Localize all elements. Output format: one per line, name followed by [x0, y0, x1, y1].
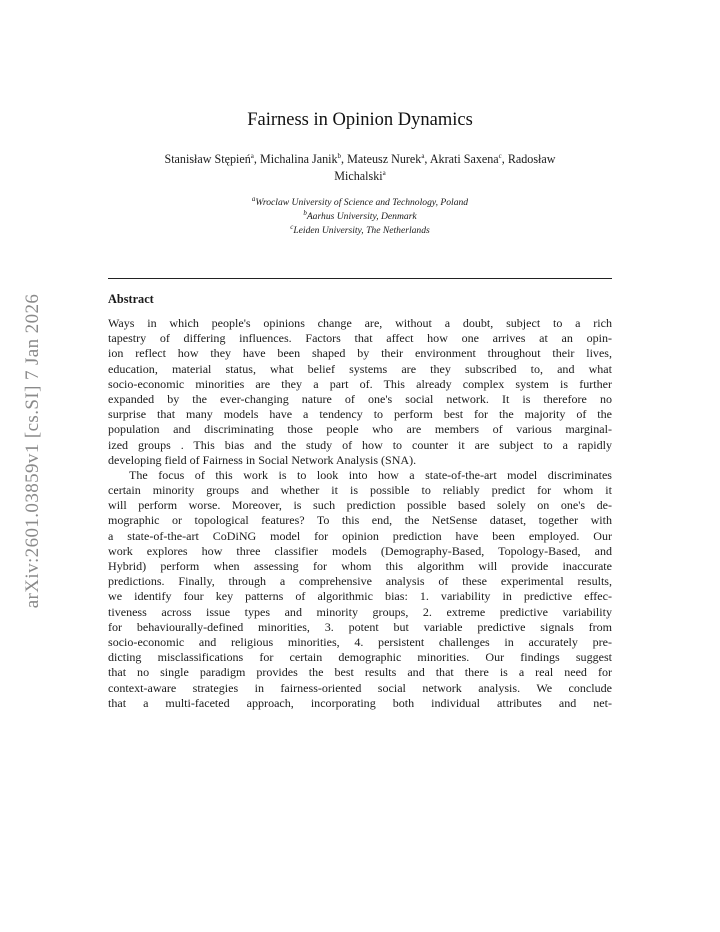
author-line-2 [108, 168, 612, 185]
affiliation: $^c$Leiden University, The Netherlands [290, 222, 430, 236]
text-line: ion reflect how they have been shaped by their environment throughout their lives, [108, 346, 612, 361]
affiliation-list [108, 196, 612, 238]
author-name: Michalski [334, 169, 383, 183]
text-line: work explores how three classifier models (Demography-Based, Topology-Based, and [108, 543, 612, 558]
text-line: will perform worse. Moreover, is such prediction possible based solely on one's de- [108, 498, 612, 513]
author-name: Mateusz Nurek [347, 152, 422, 166]
arxiv-identifier-stamp: arXiv:2601.03859v1 [cs.SI] 7 Jan 2026 [22, 293, 43, 609]
author-affil-marker: b [337, 151, 342, 160]
text-line: expanded by the ever-changing nature of one's social network. It is therefore no [108, 391, 612, 406]
text-line: ized groups . This bias and the study of how to counter it are subject to a rapidly [108, 437, 612, 452]
text-line: that no single paradigm provides the best results and that there is a real need for [108, 665, 612, 680]
text-line: developing field of Fairness in Social Network Analysis (SNA). [108, 452, 417, 467]
text-line: that a multi-faceted approach, incorporating both individual attributes and net- [108, 695, 612, 710]
text-line: socio-economic and religious minorities, 4. persistent challenges in accurately pre- [108, 634, 612, 649]
text-line: surprise that many models have a tendency to perform best for the majority of the [108, 407, 612, 422]
text-line: mographic or topological features? To this end, the NetSense dataset, together with [108, 513, 612, 528]
text-line: population and discriminating those people who are members of various marginal- [108, 422, 612, 437]
text-line: tapestry of differing influences. Factors that affect how one arrives at an opin- [108, 331, 612, 346]
text-line: socio-economic minorities are they a part of. This already complex system is further [108, 376, 612, 391]
abstract-paragraph-2 [108, 468, 612, 711]
author-line-1: Stanisław Stępień$^a$, Michalina Janik$^b$, Mateusz Nurek$^a$, Akrati Saxena$^c$, Radosław [164, 151, 556, 166]
text-line: Hybrid) perform when assessing for whom this algorithm will provide inaccurate [108, 559, 612, 573]
affiliation: $^a$Wroclaw University of Science and Technology, Poland [251, 194, 469, 208]
abstract-body [108, 316, 612, 711]
abstract-paragraph-1 [108, 316, 612, 468]
text-line: predictions. Finally, through a comprehensive analysis of these experimental results, [108, 574, 612, 589]
author-affil-marker: a [250, 151, 254, 160]
text-line: certain minority groups and whether it is possible to reliably predict for whom it [108, 483, 612, 498]
paper-title: Fairness in Opinion Dynamics [247, 110, 473, 130]
author-affil-marker: c [498, 151, 502, 160]
text-line: dicting misclassifications for certain demographic minorities. Our findings suggest [108, 650, 612, 665]
affiliation: $^b$Aarhus University, Denmark [303, 208, 417, 222]
author-affil-marker: a [382, 168, 386, 177]
author-affil-marker: a [421, 151, 425, 160]
text-line: context-aware strategies in fairness-oriented social network analysis. We conclude [108, 680, 612, 695]
header-divider [108, 278, 612, 279]
text-line: tiveness across issue types and minority groups, 2. extreme predictive variability [108, 604, 612, 619]
text-line: The focus of this work is to look into how a state-of-the-art model discriminates [129, 467, 612, 482]
text-line: we identify four key patterns of algorithmic bias: 1. variability in predictive effec- [108, 589, 612, 604]
abstract-heading: Abstract [108, 292, 154, 306]
text-line: for behaviourally-defined minorities, 3. potent but variable predictive signals from [108, 619, 612, 634]
text-line: a state-of-the-art CoDiNG model for opinion prediction have been employed. Our [108, 528, 612, 543]
author-name: Radosław [507, 152, 556, 166]
author-name: Stanisław Stępień [164, 152, 251, 166]
author-list [108, 151, 612, 185]
text-line: Ways in which people's opinions change are, without a doubt, subject to a rich [108, 316, 612, 330]
author-name: Akrati Saxena [429, 152, 499, 166]
text-line: education, material status, what belief systems are they subscribed to, and what [108, 361, 612, 376]
author-name: Michalina Janik [259, 152, 338, 166]
